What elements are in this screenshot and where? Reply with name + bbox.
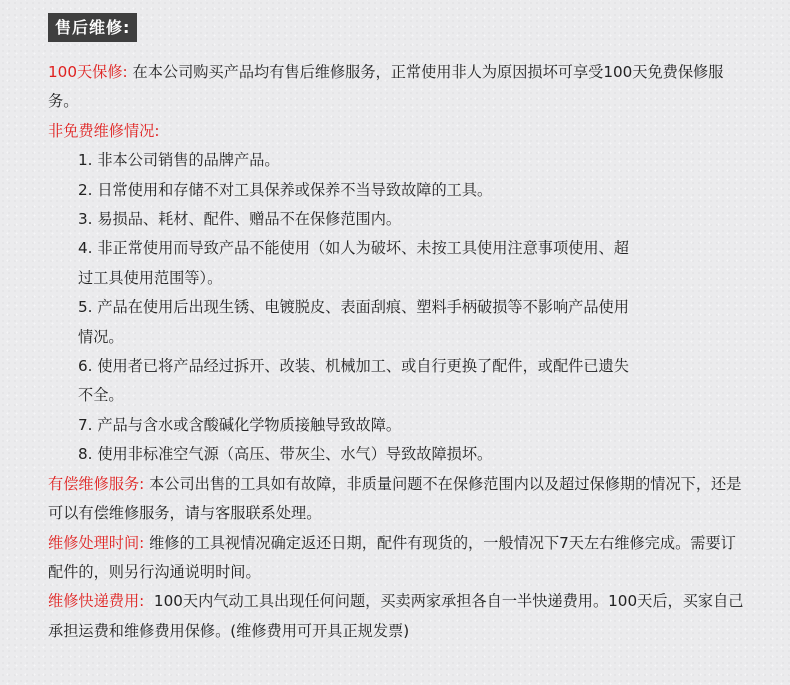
list-item: 2. 日常使用和存储不对工具保养或保养不当导致故障的工具。 <box>78 180 493 199</box>
shipping-text: 100天内气动工具出现任何问题，买卖两家承担各自一半快递费用。100天后，买家自己承担运费和维修费用保修。(维修费用可开具正规发票) <box>48 592 744 640</box>
shipping-label: 维修快递费用: <box>48 592 145 611</box>
list-item-continuation: 情况。 <box>78 327 124 346</box>
non-free-list <box>48 146 748 469</box>
paid-repair-label: 有偿维修服务: <box>48 474 145 493</box>
list-item: 3. 易损品、耗材、配件、赠品不在保修范围内。 <box>78 210 402 229</box>
list-item: 7. 产品与含水或含酸碱化学物质接触导致故障。 <box>78 415 402 434</box>
list-item-continuation: 不全。 <box>78 386 124 405</box>
warranty-text: 在本公司购买产品均有售后维修服务，正常使用非人为原因损坏可享受100天免费保修服务。 <box>48 63 724 111</box>
list-item: 5. 产品在使用后出现生锈、电镀脱皮、表面刮痕、塑料手柄破损等不影响产品使用 <box>78 298 629 317</box>
paid-repair-paragraph <box>48 470 748 529</box>
list-item-continuation: 过工具使用范围等）。 <box>78 268 223 287</box>
shipping-paragraph <box>48 587 748 646</box>
content-body <box>48 58 748 646</box>
non-free-label: 非免费维修情况: <box>48 121 160 140</box>
paid-repair-text: 本公司出售的工具如有故障，非质量问题不在保修范围内以及超过保修期的情况下，还是可以有偿维修服务，请与客服联系处理。 <box>48 474 742 523</box>
list-item: 1. 非本公司销售的品牌产品。 <box>78 151 280 170</box>
section-title: 售后维修: <box>48 13 137 42</box>
list-item: 8. 使用非标准空气源（高压、带灰尘、水气）导致故障损坏。 <box>78 445 493 464</box>
list-item: 6. 使用者已将产品经过拆开、改装、机械加工、或自行更换了配件，或配件已遗失 <box>78 357 629 376</box>
repair-time-text: 维修的工具视情况确定返还日期，配件有现货的，一般情况下7天左右维修完成。需要订配件的，则另行沟通说明时间。 <box>48 533 736 581</box>
repair-time-paragraph <box>48 529 748 588</box>
repair-time-label: 维修处理时间: <box>48 533 145 552</box>
warranty-label: 100天保修: <box>48 63 128 81</box>
list-item: 4. 非正常使用而导致产品不能使用（如人为破坏、未按工具使用注意事项使用、超 <box>78 239 629 258</box>
warranty-paragraph <box>48 58 748 117</box>
